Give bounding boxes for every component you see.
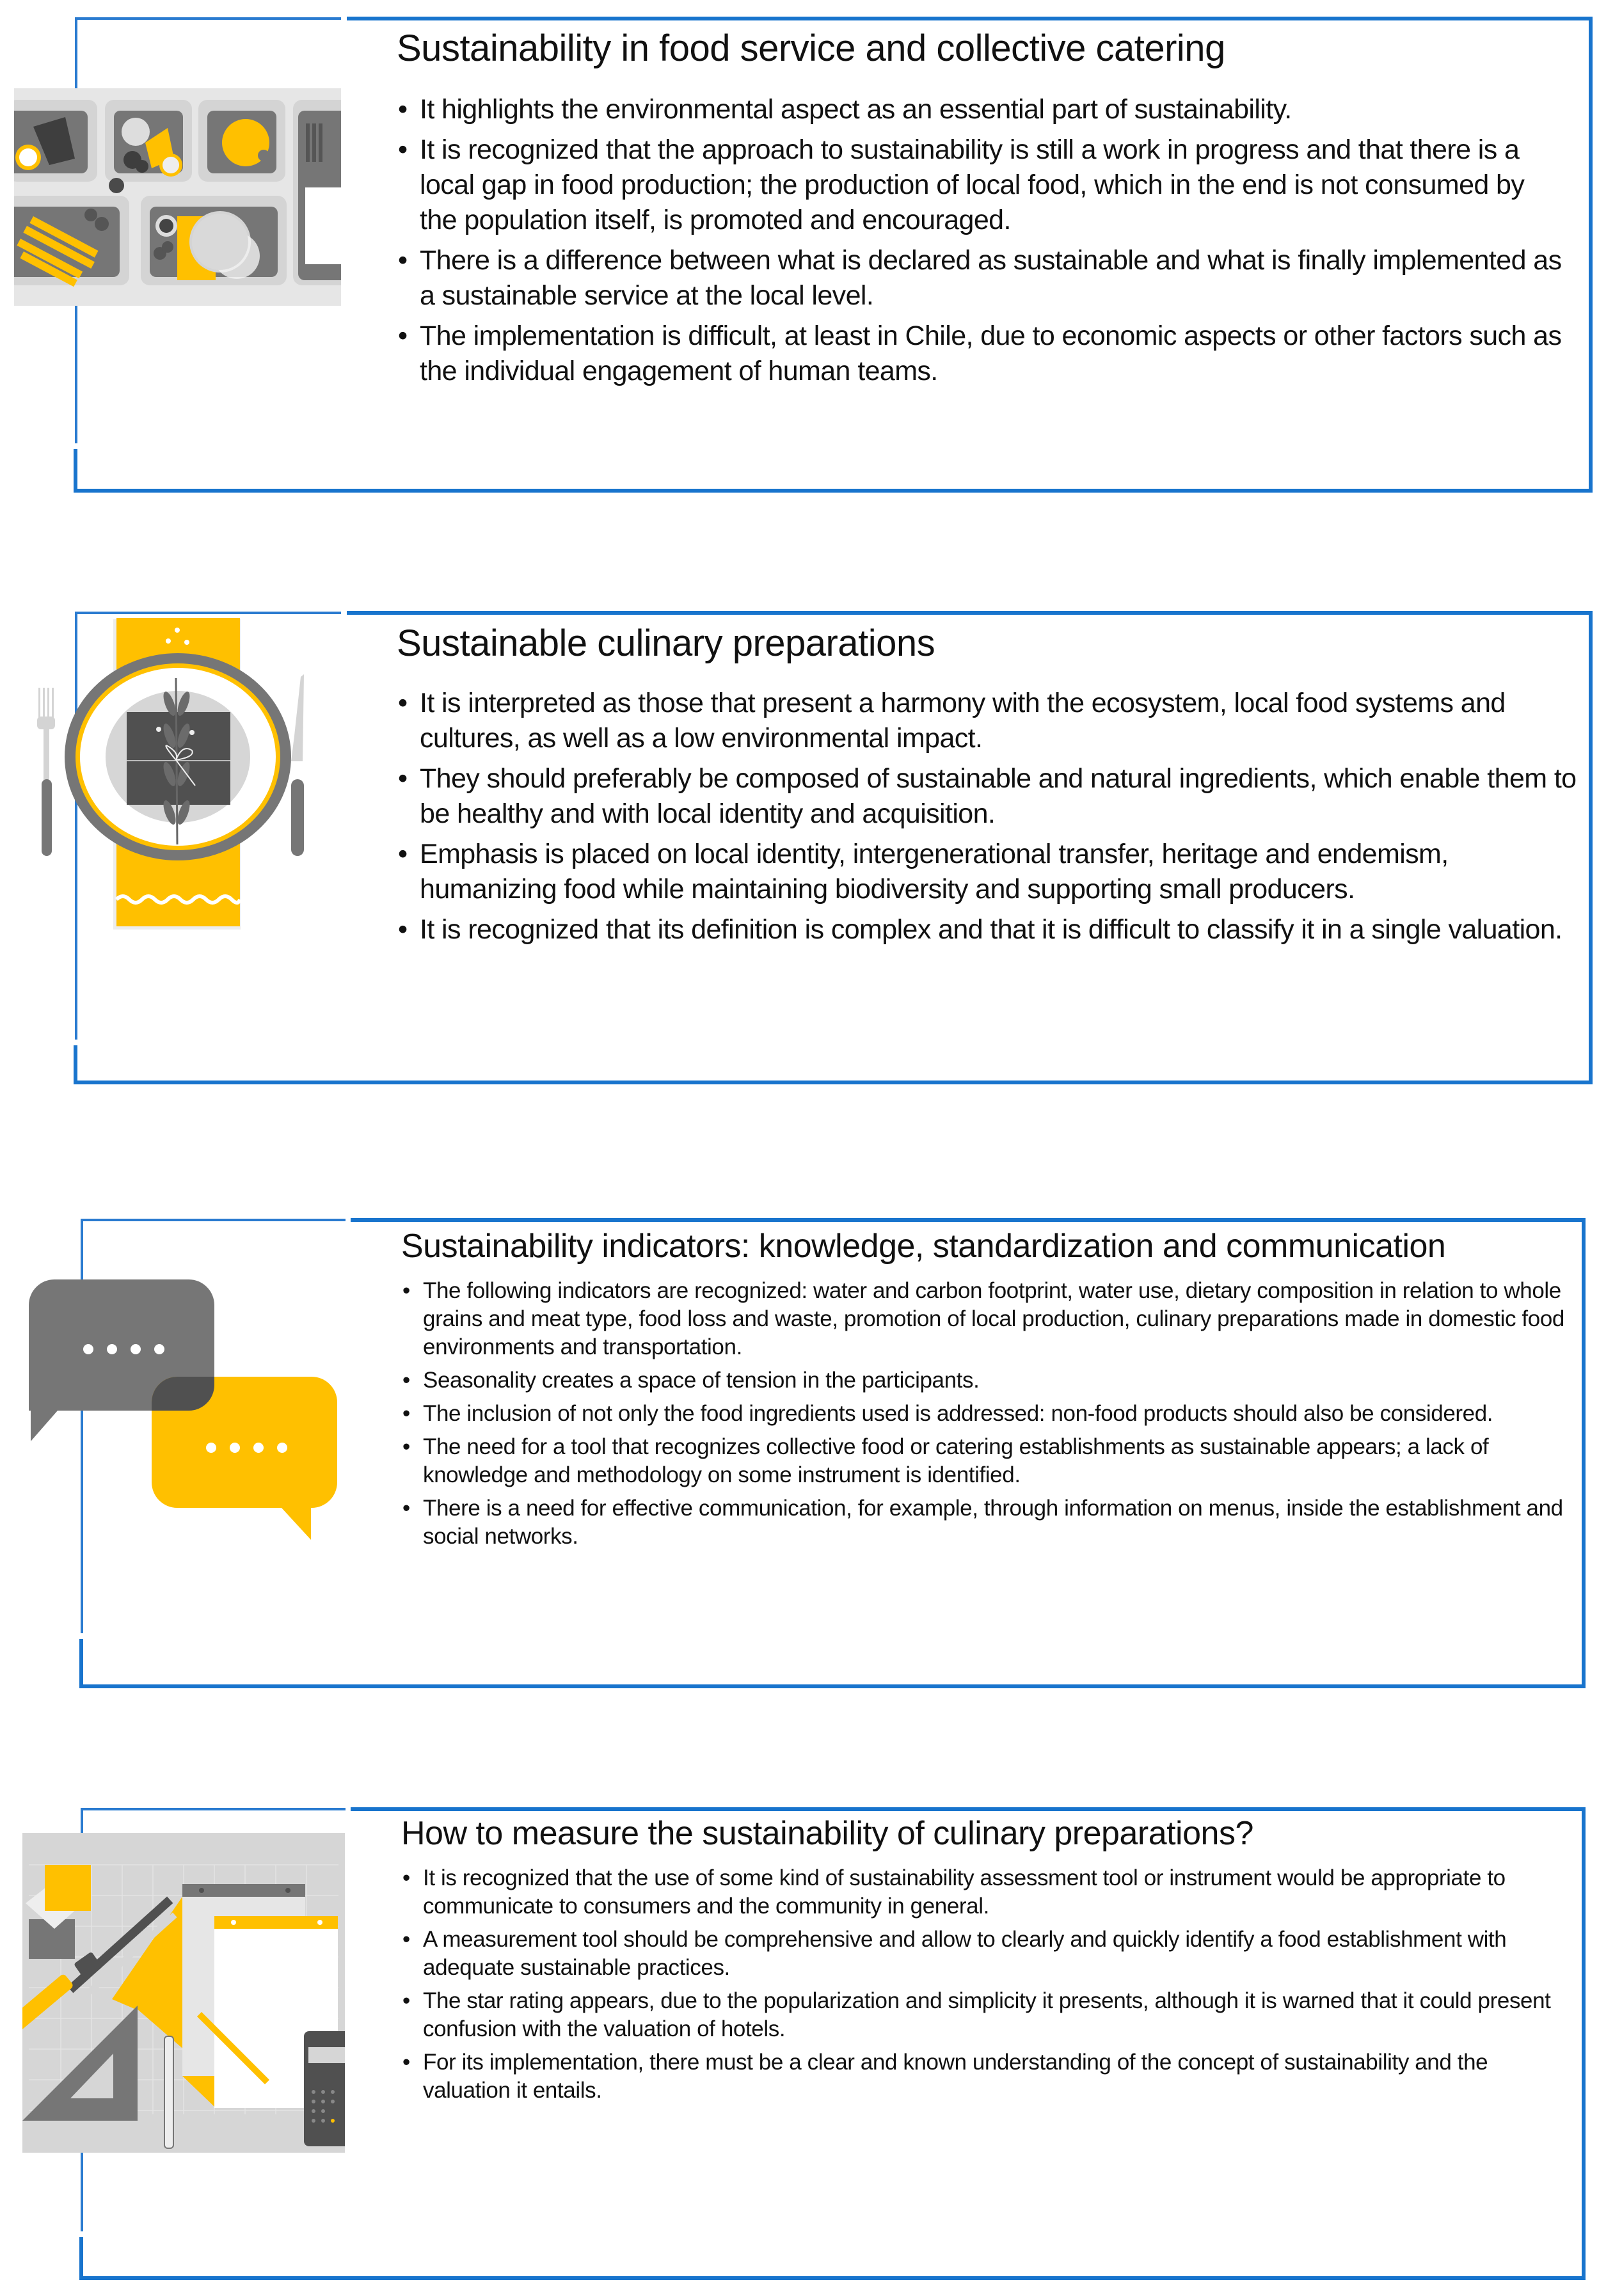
box-border-bottom — [81, 2276, 1586, 2280]
bullet-item: • It is interpreted as those that present a harmony with the ecosystem, local food systems and cultures, as well as a low environmental impact. — [397, 686, 1580, 756]
bullet-item: • There is a difference between what is declared as sustainable and what is finally implemented as a sustainable service at the local level. — [397, 243, 1568, 313]
bullet-item: • Emphasis is placed on local identity, intergenerational transfer, heritage and endemism, humanizing food while maintaining biodiversity and supporting small producers. — [397, 837, 1580, 907]
section-title: Sustainability in food service and collective catering — [397, 28, 1225, 69]
section-title: Sustainability indicators: knowledge, standardization and communication — [401, 1228, 1446, 1265]
bullet-item: • It highlights the environmental aspect as an essential part of sustainability. — [397, 92, 1568, 127]
bullet-item: • The star rating appears, due to the popularization and simplicity it presents, although it is warned that it could present confusion with the valuation of hotels. — [401, 1987, 1566, 2043]
section-title: Sustainable culinary preparations — [397, 622, 935, 664]
bullet-item: • The need for a tool that recognizes collective food or catering establishments as sustainable appears; a lack of knowledge and methodology on some instrument is identified. — [401, 1433, 1566, 1489]
bullet-item: • The following indicators are recognized: water and carbon footprint, water use, dietary composition in relation to whole grains and meat type, food loss and waste, promotion of local production, culinary preparations made in domestic food environments and transportation. — [401, 1277, 1566, 1361]
box-border-top — [351, 1807, 1586, 1811]
section-title: How to measure the sustainability of culinary preparations? — [401, 1815, 1253, 1852]
bullet-item: • They should preferably be composed of sustainable and natural ingredients, which enable them to be healthy and with local identity and acquisition. — [397, 761, 1580, 832]
bullet-item: • It is recognized that its definition is complex and that it is difficult to classify it in a single valuation. — [397, 912, 1580, 947]
bullet-item: • Seasonality creates a space of tension in the participants. — [401, 1366, 1566, 1395]
bullet-item: • There is a need for effective communication, for example, through information on menus, inside the establishment and social networks. — [401, 1494, 1566, 1551]
bullet-item: • For its implementation, there must be a clear and known understanding of the concept of sustainability and the valuation it entails. — [401, 2048, 1566, 2105]
measuring-tools-icon — [22, 1833, 345, 2153]
box-border-top-left — [81, 1808, 346, 1810]
bullet-item: • It is recognized that the approach to sustainability is still a work in progress and that there is a local gap in food production; the production of local food, which in the end is not consumed by the population itself, is promoted and encouraged. — [397, 132, 1568, 238]
bullet-item: • A measurement tool should be comprehensive and allow to clearly and quickly identify a food establishment with adequate sustainable practices. — [401, 1926, 1566, 1982]
bullet-list — [401, 1864, 1566, 2110]
bullet-item: • It is recognized that the use of some kind of sustainability assessment tool or instrument would be appropriate to communicate to consumers and the community in general. — [401, 1864, 1566, 1920]
bullet-item: • The implementation is difficult, at least in Chile, due to economic aspects or other factors such as the individual engagement of human teams. — [397, 319, 1568, 389]
box-border-left-lower — [79, 2237, 83, 2280]
bullet-item: • The inclusion of not only the food ingredients used is addressed: non-food products should also be considered. — [401, 1400, 1566, 1428]
box-border-right — [1582, 1807, 1586, 2280]
